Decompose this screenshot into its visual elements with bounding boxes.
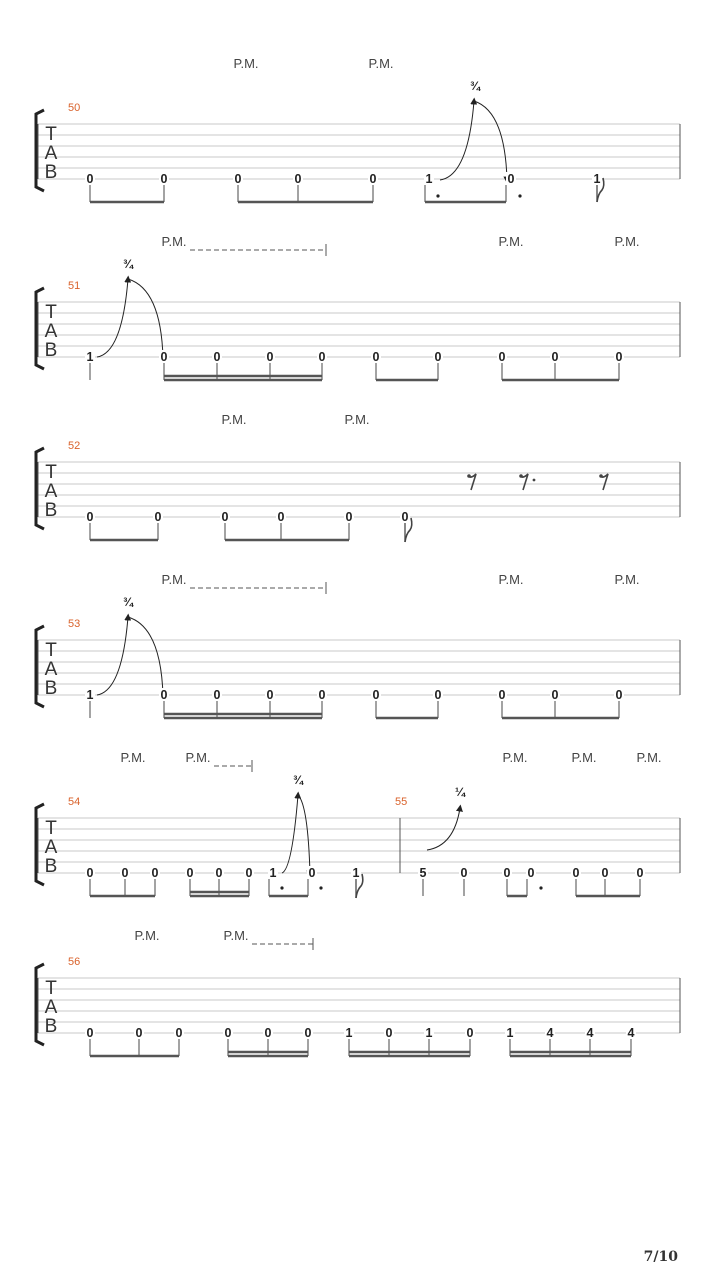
tab-system-2 bbox=[36, 234, 680, 380]
palm-mute-label: P.M. bbox=[161, 572, 187, 587]
fret-number: 0 bbox=[213, 350, 221, 364]
tab-clef-letter: B bbox=[44, 340, 58, 361]
palm-mute-label: P.M. bbox=[571, 750, 597, 765]
palm-mute-label: P.M. bbox=[368, 56, 394, 71]
fret-number: 1 bbox=[86, 688, 94, 702]
tab-clef-letter: A bbox=[44, 321, 58, 342]
fret-number: 0 bbox=[551, 350, 559, 364]
tab-system-1 bbox=[36, 56, 680, 202]
tab-clef-letter: B bbox=[44, 1016, 58, 1037]
fret-number: 4 bbox=[627, 1026, 635, 1040]
fret-number: 0 bbox=[160, 688, 168, 702]
fret-number: 0 bbox=[86, 866, 94, 880]
fret-number: 1 bbox=[425, 172, 433, 186]
tab-clef-letter: T bbox=[45, 640, 57, 661]
fret-number: 0 bbox=[221, 510, 229, 524]
bend-amount: ¾ bbox=[469, 79, 481, 93]
palm-mute-label: P.M. bbox=[498, 572, 524, 587]
fret-number: 1 bbox=[593, 172, 601, 186]
fret-number: 1 bbox=[425, 1026, 433, 1040]
fret-number: 0 bbox=[234, 172, 242, 186]
fret-number: 0 bbox=[135, 1026, 143, 1040]
palm-mute-label: P.M. bbox=[233, 56, 259, 71]
fret-number: 1 bbox=[345, 1026, 353, 1040]
bend-amount: ¾ bbox=[292, 773, 304, 787]
fret-number: 0 bbox=[345, 510, 353, 524]
rhythm-dot bbox=[280, 886, 283, 889]
page-number: 7/10 bbox=[643, 1249, 678, 1265]
tab-clef-letter: A bbox=[44, 481, 58, 502]
palm-mute-label: P.M. bbox=[223, 928, 249, 943]
tab-system-6 bbox=[36, 928, 680, 1056]
fret-number: 4 bbox=[546, 1026, 554, 1040]
tab-clef-letter: T bbox=[45, 462, 57, 483]
fret-number: 0 bbox=[213, 688, 221, 702]
tab-clef-letter: T bbox=[45, 818, 57, 839]
fret-number: 1 bbox=[86, 350, 94, 364]
tab-clef-letter: B bbox=[44, 500, 58, 521]
fret-number: 0 bbox=[385, 1026, 393, 1040]
fret-number: 0 bbox=[224, 1026, 232, 1040]
fret-number: 0 bbox=[318, 350, 326, 364]
fret-number: 0 bbox=[175, 1026, 183, 1040]
palm-mute-label: P.M. bbox=[120, 750, 146, 765]
fret-number: 0 bbox=[434, 350, 442, 364]
tab-clef-letter: T bbox=[45, 978, 57, 999]
tab-clef-letter: A bbox=[44, 143, 58, 164]
bar-number: 51 bbox=[68, 280, 81, 292]
rest-symbol-head bbox=[519, 474, 523, 478]
fret-number: 0 bbox=[308, 866, 316, 880]
fret-number: 5 bbox=[419, 866, 427, 880]
tab-clef-letter: A bbox=[44, 997, 58, 1018]
fret-number: 0 bbox=[551, 688, 559, 702]
rhythm-dot bbox=[539, 886, 542, 889]
bar-number: 50 bbox=[68, 102, 81, 114]
fret-number: 1 bbox=[269, 866, 277, 880]
fret-number: 0 bbox=[572, 866, 580, 880]
fret-number: 0 bbox=[304, 1026, 312, 1040]
tab-system-3 bbox=[36, 412, 680, 542]
fret-number: 0 bbox=[245, 866, 253, 880]
rest-symbol-head bbox=[467, 474, 471, 478]
fret-number: 0 bbox=[160, 172, 168, 186]
fret-number: 0 bbox=[294, 172, 302, 186]
palm-mute-label: P.M. bbox=[636, 750, 662, 765]
fret-number: 0 bbox=[372, 688, 380, 702]
fret-number: 0 bbox=[615, 350, 623, 364]
bar-number: 52 bbox=[68, 440, 81, 452]
fret-number: 0 bbox=[401, 510, 409, 524]
rhythm-dot bbox=[436, 194, 439, 197]
fret-number: 0 bbox=[277, 510, 285, 524]
tab-clef-letter: T bbox=[45, 124, 57, 145]
fret-number: 0 bbox=[121, 866, 129, 880]
fret-number: 0 bbox=[266, 688, 274, 702]
fret-number: 0 bbox=[318, 688, 326, 702]
fret-number: 1 bbox=[506, 1026, 514, 1040]
tab-system-4 bbox=[36, 572, 680, 718]
fret-number: 0 bbox=[186, 866, 194, 880]
rhythm-dot bbox=[518, 194, 521, 197]
palm-mute-label: P.M. bbox=[221, 412, 247, 427]
bend-amount: ¾ bbox=[122, 595, 134, 609]
palm-mute-label: P.M. bbox=[502, 750, 528, 765]
fret-number: 0 bbox=[266, 350, 274, 364]
palm-mute-label: P.M. bbox=[614, 572, 640, 587]
rhythm-dot bbox=[319, 886, 322, 889]
tab-system-5 bbox=[36, 750, 680, 898]
tab-clef-letter: B bbox=[44, 856, 58, 877]
tab-clef-letter: A bbox=[44, 837, 58, 858]
fret-number: 0 bbox=[434, 688, 442, 702]
bend-up-curve bbox=[282, 795, 298, 873]
fret-number: 0 bbox=[527, 866, 535, 880]
bend-amount: ¼ bbox=[454, 785, 466, 799]
palm-mute-label: P.M. bbox=[185, 750, 211, 765]
fret-number: 0 bbox=[601, 866, 609, 880]
tab-clef-letter: T bbox=[45, 302, 57, 323]
fret-number: 0 bbox=[154, 510, 162, 524]
fret-number: 0 bbox=[498, 688, 506, 702]
fret-number: 0 bbox=[372, 350, 380, 364]
fret-number: 0 bbox=[498, 350, 506, 364]
rhythm-dot bbox=[533, 479, 536, 482]
bar-number: 53 bbox=[68, 618, 81, 630]
bar-number: 55 bbox=[395, 796, 408, 808]
fret-number: 0 bbox=[615, 688, 623, 702]
palm-mute-label: P.M. bbox=[344, 412, 370, 427]
fret-number: 1 bbox=[352, 866, 360, 880]
fret-number: 0 bbox=[636, 866, 644, 880]
tab-clef-letter: B bbox=[44, 678, 58, 699]
fret-number: 0 bbox=[86, 1026, 94, 1040]
fret-number: 0 bbox=[503, 866, 511, 880]
tab-clef-letter: A bbox=[44, 659, 58, 680]
fret-number: 0 bbox=[151, 866, 159, 880]
fret-number: 4 bbox=[586, 1026, 594, 1040]
bend-up-curve bbox=[97, 617, 128, 695]
fret-number: 0 bbox=[369, 172, 377, 186]
bend-up-curve bbox=[97, 279, 128, 357]
fret-number: 0 bbox=[466, 1026, 474, 1040]
fret-number: 0 bbox=[460, 866, 468, 880]
rest-symbol-head bbox=[599, 474, 603, 478]
fret-number: 0 bbox=[264, 1026, 272, 1040]
fret-number: 0 bbox=[160, 350, 168, 364]
palm-mute-label: P.M. bbox=[498, 234, 524, 249]
fret-number: 0 bbox=[86, 172, 94, 186]
bar-number: 56 bbox=[68, 956, 81, 968]
fret-number: 0 bbox=[507, 172, 515, 186]
palm-mute-label: P.M. bbox=[161, 234, 187, 249]
fret-number: 0 bbox=[86, 510, 94, 524]
bar-number: 54 bbox=[68, 796, 81, 808]
fret-number: 0 bbox=[215, 866, 223, 880]
palm-mute-label: P.M. bbox=[614, 234, 640, 249]
palm-mute-label: P.M. bbox=[134, 928, 160, 943]
tab-clef-letter: B bbox=[44, 162, 58, 183]
bend-amount: ¾ bbox=[122, 257, 134, 271]
